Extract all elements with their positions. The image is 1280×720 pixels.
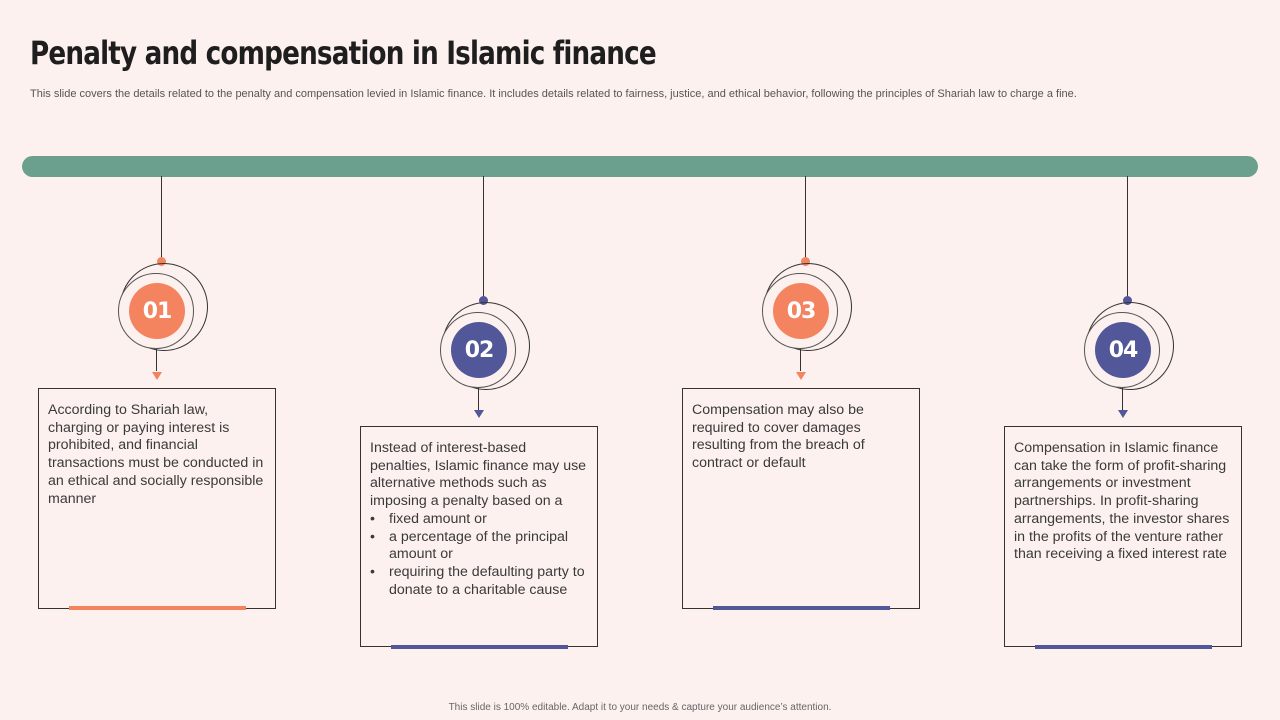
step-4-arrow-stem <box>1122 388 1123 410</box>
step-2-arrow-head <box>474 410 484 418</box>
step-3-arrow-stem <box>800 349 801 371</box>
page-subtitle: This slide covers the details related to the penalty and compensation levied in Islamic finance. It includes details related to fairness, justice, and ethical behavior, following the principles of Shariah law to charge a fine. <box>30 88 1077 100</box>
step-3-text: Compensation may also be required to cover damages resulting from the breach of contract or default <box>692 402 865 472</box>
step-1-text: According to Shariah law, charging or paying interest is prohibited, and financial transactions must be conducted in an ethical and socially responsible manner <box>48 402 264 507</box>
step-3-connector <box>805 176 806 258</box>
step-2-intro: Instead of interest-based penalties, Islamic finance may use alternative methods such as imposing a penalty based on a <box>370 440 587 510</box>
footer-note: This slide is 100% editable. Adapt it to your needs & capture your audience’s attention. <box>448 702 832 713</box>
step-4-number-badge: 04 <box>1095 322 1151 378</box>
step-2-bullet: • a percentage of the principal amount or <box>370 529 588 564</box>
step-3-arrow-head <box>796 372 806 380</box>
step-1-arrow-stem <box>156 349 157 371</box>
step-3-number-badge: 03 <box>773 283 829 339</box>
step-1-number-badge: 01 <box>129 283 185 339</box>
step-4-arrow-head <box>1118 410 1128 418</box>
step-3-card <box>682 388 920 609</box>
step-2-bullet: • fixed amount or <box>370 511 588 529</box>
step-2-underline <box>391 645 568 649</box>
step-2-bullet-list <box>370 511 588 600</box>
step-2-arrow-stem <box>478 388 479 410</box>
timeline-bar <box>22 156 1258 177</box>
page-title: Penalty and compensation in Islamic finance <box>30 34 656 72</box>
step-2-connector <box>483 176 484 297</box>
step-1-card <box>38 388 276 609</box>
step-2-card <box>360 426 598 647</box>
step-4-text: Compensation in Islamic finance can take the form of profit-sharing arrangements or investment partnerships. In profit-sharing arrangements, the investor shares in the profits of the venture rather than receiving a fixed interest rate <box>1014 440 1230 563</box>
step-4-underline <box>1035 645 1212 649</box>
step-1-arrow-head <box>152 372 162 380</box>
step-2-bullet: • requiring the defaulting party to donate to a charitable cause <box>370 564 588 599</box>
step-4-connector <box>1127 176 1128 297</box>
step-3-underline <box>713 606 890 610</box>
step-1-underline <box>69 606 246 610</box>
step-4-card <box>1004 426 1242 647</box>
step-1-connector <box>161 176 162 258</box>
step-2-number-badge: 02 <box>451 322 507 378</box>
